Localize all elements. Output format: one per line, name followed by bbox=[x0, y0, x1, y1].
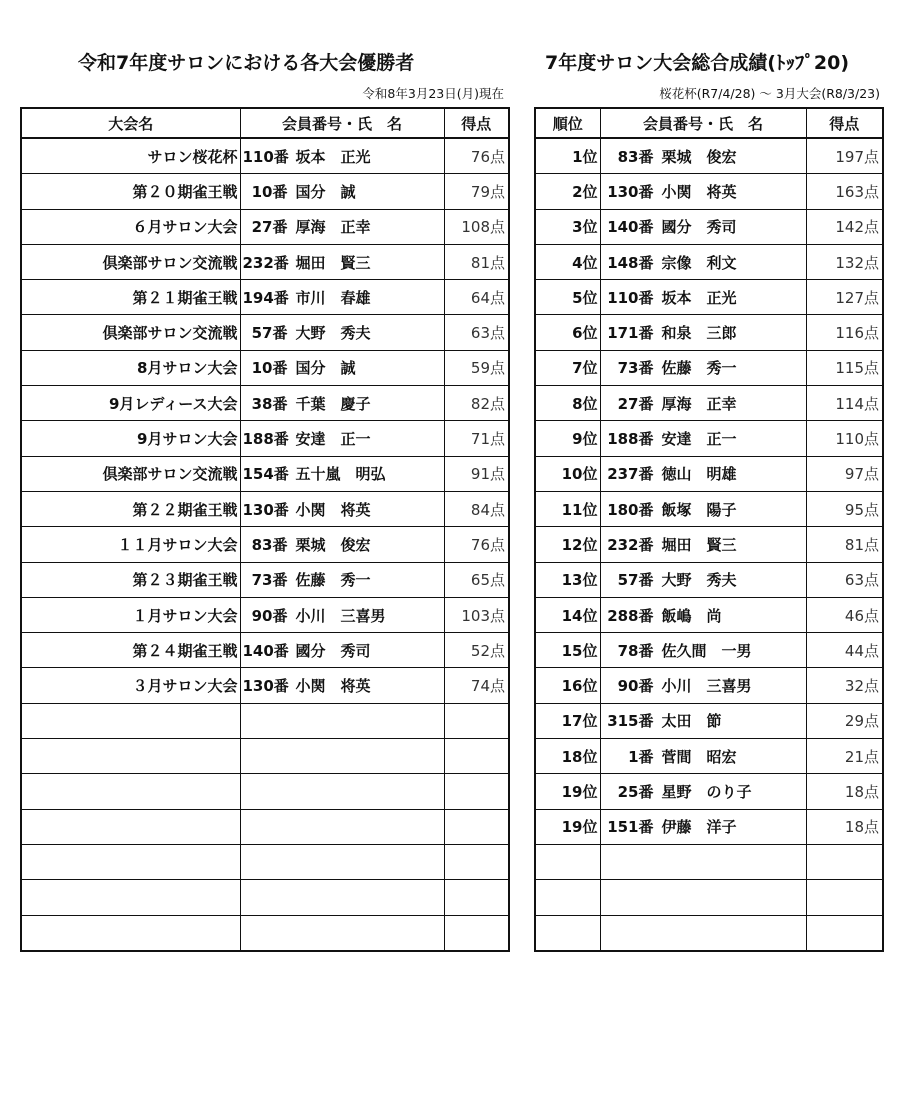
member-cell bbox=[240, 421, 444, 456]
points-value: 65点 bbox=[444, 562, 509, 597]
member-name: 小関 将英 bbox=[295, 677, 371, 696]
member-name: 五十嵐 明弘 bbox=[295, 465, 386, 484]
rankings-row bbox=[535, 421, 883, 456]
member-number: 90番 bbox=[617, 677, 654, 696]
winners-row bbox=[21, 562, 509, 597]
rankings-row bbox=[535, 597, 883, 632]
member-number: 83番 bbox=[617, 147, 654, 166]
member-cell bbox=[600, 668, 806, 703]
points-value: 142点 bbox=[806, 209, 883, 244]
member-name: 市川 春雄 bbox=[295, 288, 371, 307]
points-value: 32点 bbox=[806, 668, 883, 703]
points-value: 95点 bbox=[806, 491, 883, 526]
points-value: 197点 bbox=[806, 138, 883, 174]
member-cell bbox=[600, 774, 806, 809]
member-cell bbox=[600, 562, 806, 597]
member-number: 83番 bbox=[251, 535, 288, 554]
member-name: 佐久間 一男 bbox=[661, 641, 752, 660]
rankings-period-note: 桜花杯(R7/4/28) ～ 3月大会(R8/3/23) bbox=[659, 86, 880, 101]
rank-value: 11位 bbox=[535, 491, 600, 526]
member-cell bbox=[240, 774, 444, 809]
member-cell bbox=[600, 386, 806, 421]
member-number: 130番 bbox=[242, 500, 289, 519]
header-points: 得点 bbox=[444, 108, 509, 138]
winners-table bbox=[20, 107, 510, 952]
points-value: 71点 bbox=[444, 421, 509, 456]
winners-row bbox=[21, 844, 509, 879]
member-number: 315番 bbox=[607, 712, 654, 731]
member-cell bbox=[600, 633, 806, 668]
member-number: 110番 bbox=[607, 288, 654, 307]
rankings-row bbox=[535, 703, 883, 738]
rankings-row bbox=[535, 350, 883, 385]
rank-value: 2位 bbox=[535, 174, 600, 209]
rank-value: 1位 bbox=[535, 138, 600, 174]
winners-row bbox=[21, 633, 509, 668]
member-cell bbox=[240, 174, 444, 209]
member-cell bbox=[240, 527, 444, 562]
member-name: 大野 秀夫 bbox=[661, 571, 737, 590]
winners-row bbox=[21, 703, 509, 738]
points-value bbox=[444, 809, 509, 844]
winners-row bbox=[21, 138, 509, 174]
member-cell bbox=[600, 527, 806, 562]
member-name: 太田 節 bbox=[661, 712, 722, 731]
member-cell bbox=[240, 209, 444, 244]
event-name: 第２３期雀王戦 bbox=[21, 562, 240, 597]
member-name: 安達 正一 bbox=[661, 430, 737, 449]
rank-value: 19位 bbox=[535, 809, 600, 844]
member-cell bbox=[600, 315, 806, 350]
winners-header-row bbox=[21, 108, 509, 138]
event-name: 第２２期雀王戦 bbox=[21, 491, 240, 526]
rankings-row bbox=[535, 174, 883, 209]
event-name bbox=[21, 774, 240, 809]
points-value: 82点 bbox=[444, 386, 509, 421]
points-value bbox=[444, 880, 509, 915]
member-cell bbox=[240, 915, 444, 951]
winners-date-note: 令和8年3月23日(月)現在 bbox=[362, 86, 504, 101]
points-value: 163点 bbox=[806, 174, 883, 209]
member-number: 78番 bbox=[617, 641, 654, 660]
winners-row bbox=[21, 456, 509, 491]
points-value: 97点 bbox=[806, 456, 883, 491]
member-name: 坂本 正光 bbox=[661, 288, 737, 307]
winners-row bbox=[21, 668, 509, 703]
member-number: 10番 bbox=[251, 182, 288, 201]
rank-value: 16位 bbox=[535, 668, 600, 703]
winners-row bbox=[21, 915, 509, 951]
event-name: 8月サロン大会 bbox=[21, 350, 240, 385]
member-number: 25番 bbox=[617, 782, 654, 801]
event-name: 倶楽部サロン交流戦 bbox=[21, 244, 240, 279]
points-value: 21点 bbox=[806, 739, 883, 774]
points-value bbox=[806, 915, 883, 951]
member-number: 57番 bbox=[251, 324, 288, 343]
rankings-row bbox=[535, 880, 883, 915]
member-cell bbox=[240, 844, 444, 879]
rankings-row bbox=[535, 809, 883, 844]
member-cell bbox=[240, 809, 444, 844]
member-number: 1番 bbox=[628, 747, 654, 766]
member-number: 188番 bbox=[242, 430, 289, 449]
points-value: 127点 bbox=[806, 280, 883, 315]
header-member: 会員番号・氏 名 bbox=[600, 108, 806, 138]
member-name: 大野 秀夫 bbox=[295, 324, 371, 343]
member-cell bbox=[600, 880, 806, 915]
member-number: 151番 bbox=[607, 818, 654, 837]
rankings-row bbox=[535, 386, 883, 421]
winners-row bbox=[21, 244, 509, 279]
points-value: 74点 bbox=[444, 668, 509, 703]
member-name: 小川 三喜男 bbox=[295, 606, 386, 625]
event-name: 9月サロン大会 bbox=[21, 421, 240, 456]
points-value: 64点 bbox=[444, 280, 509, 315]
event-name bbox=[21, 809, 240, 844]
member-cell bbox=[240, 597, 444, 632]
winners-row bbox=[21, 774, 509, 809]
rank-value: 3位 bbox=[535, 209, 600, 244]
points-value bbox=[444, 703, 509, 738]
header-points: 得点 bbox=[806, 108, 883, 138]
member-number: 171番 bbox=[607, 324, 654, 343]
rankings-row bbox=[535, 244, 883, 279]
points-value: 79点 bbox=[444, 174, 509, 209]
member-name: 国分 誠 bbox=[295, 359, 356, 378]
header-rank: 順位 bbox=[535, 108, 600, 138]
member-cell bbox=[600, 915, 806, 951]
points-value: 81点 bbox=[444, 244, 509, 279]
rankings-row bbox=[535, 562, 883, 597]
rankings-row bbox=[535, 633, 883, 668]
member-cell bbox=[240, 739, 444, 774]
event-name: 第２４期雀王戦 bbox=[21, 633, 240, 668]
member-number: 130番 bbox=[607, 182, 654, 201]
rank-value: 19位 bbox=[535, 774, 600, 809]
member-cell bbox=[240, 456, 444, 491]
points-value: 76点 bbox=[444, 527, 509, 562]
header-member: 会員番号・氏 名 bbox=[240, 108, 444, 138]
member-name: 飯嶋 尚 bbox=[661, 606, 722, 625]
member-cell bbox=[600, 844, 806, 879]
member-cell bbox=[600, 174, 806, 209]
points-value: 115点 bbox=[806, 350, 883, 385]
event-name: 9月レディース大会 bbox=[21, 386, 240, 421]
member-cell bbox=[600, 703, 806, 738]
winners-row bbox=[21, 174, 509, 209]
event-name: サロン桜花杯 bbox=[21, 138, 240, 174]
member-name: 星野 のり子 bbox=[661, 782, 752, 801]
rankings-row bbox=[535, 844, 883, 879]
rankings-row bbox=[535, 668, 883, 703]
member-cell bbox=[600, 739, 806, 774]
member-name: 和泉 三郎 bbox=[661, 324, 737, 343]
member-number: 140番 bbox=[242, 641, 289, 660]
member-cell bbox=[600, 456, 806, 491]
winners-row bbox=[21, 280, 509, 315]
rank-value: 14位 bbox=[535, 597, 600, 632]
event-name bbox=[21, 844, 240, 879]
rankings-row bbox=[535, 456, 883, 491]
points-value bbox=[444, 844, 509, 879]
points-value bbox=[444, 739, 509, 774]
rankings-row bbox=[535, 739, 883, 774]
member-number: 180番 bbox=[607, 500, 654, 519]
points-value: 108点 bbox=[444, 209, 509, 244]
points-value: 116点 bbox=[806, 315, 883, 350]
rank-value bbox=[535, 880, 600, 915]
member-name: 安達 正一 bbox=[295, 430, 371, 449]
rank-value: 4位 bbox=[535, 244, 600, 279]
rankings-row bbox=[535, 315, 883, 350]
member-cell bbox=[600, 138, 806, 174]
member-number: 194番 bbox=[242, 288, 289, 307]
points-value bbox=[806, 844, 883, 879]
rankings-header-row bbox=[535, 108, 883, 138]
rank-value: 5位 bbox=[535, 280, 600, 315]
member-name: 飯塚 陽子 bbox=[661, 500, 737, 519]
rank-value: 13位 bbox=[535, 562, 600, 597]
member-cell bbox=[600, 350, 806, 385]
rank-value: 7位 bbox=[535, 350, 600, 385]
rankings-row bbox=[535, 527, 883, 562]
event-name bbox=[21, 703, 240, 738]
rank-value: 9位 bbox=[535, 421, 600, 456]
member-name: 小川 三喜男 bbox=[661, 677, 752, 696]
event-name: 第２０期雀王戦 bbox=[21, 174, 240, 209]
winners-row bbox=[21, 597, 509, 632]
member-name: 堀田 賢三 bbox=[661, 535, 737, 554]
member-name: 堀田 賢三 bbox=[295, 253, 371, 272]
member-number: 110番 bbox=[242, 147, 289, 166]
event-name: １１月サロン大会 bbox=[21, 527, 240, 562]
points-value: 52点 bbox=[444, 633, 509, 668]
member-number: 148番 bbox=[607, 253, 654, 272]
points-value: 18点 bbox=[806, 809, 883, 844]
event-name bbox=[21, 880, 240, 915]
member-name: 伊藤 洋子 bbox=[661, 818, 737, 837]
member-number: 57番 bbox=[617, 571, 654, 590]
member-number: 73番 bbox=[251, 571, 288, 590]
member-cell bbox=[600, 597, 806, 632]
member-number: 130番 bbox=[242, 677, 289, 696]
event-name: 倶楽部サロン交流戦 bbox=[21, 456, 240, 491]
member-cell bbox=[240, 880, 444, 915]
winners-row bbox=[21, 421, 509, 456]
rank-value bbox=[535, 844, 600, 879]
event-name: １月サロン大会 bbox=[21, 597, 240, 632]
member-name: 國分 秀司 bbox=[661, 218, 737, 237]
member-cell bbox=[240, 280, 444, 315]
winners-row bbox=[21, 809, 509, 844]
rank-value: 18位 bbox=[535, 739, 600, 774]
points-value: 103点 bbox=[444, 597, 509, 632]
winners-row bbox=[21, 386, 509, 421]
member-cell bbox=[240, 703, 444, 738]
member-name: 佐藤 秀一 bbox=[295, 571, 371, 590]
member-name: 坂本 正光 bbox=[295, 147, 371, 166]
member-cell bbox=[240, 491, 444, 526]
member-cell bbox=[240, 138, 444, 174]
rankings-row bbox=[535, 209, 883, 244]
points-value: 44点 bbox=[806, 633, 883, 668]
member-name: 千葉 慶子 bbox=[295, 394, 371, 413]
points-value: 63点 bbox=[806, 562, 883, 597]
rankings-row bbox=[535, 491, 883, 526]
member-number: 154番 bbox=[242, 465, 289, 484]
header-event: 大会名 bbox=[21, 108, 240, 138]
points-value: 59点 bbox=[444, 350, 509, 385]
winners-row bbox=[21, 315, 509, 350]
member-name: 徳山 明雄 bbox=[661, 465, 737, 484]
points-value: 46点 bbox=[806, 597, 883, 632]
member-number: 27番 bbox=[617, 394, 654, 413]
rankings-row bbox=[535, 774, 883, 809]
member-cell bbox=[600, 809, 806, 844]
points-value: 18点 bbox=[806, 774, 883, 809]
member-cell bbox=[240, 386, 444, 421]
points-value bbox=[444, 774, 509, 809]
member-cell bbox=[600, 280, 806, 315]
member-cell bbox=[240, 562, 444, 597]
points-value: 84点 bbox=[444, 491, 509, 526]
points-value: 63点 bbox=[444, 315, 509, 350]
rank-value: 10位 bbox=[535, 456, 600, 491]
member-name: 國分 秀司 bbox=[295, 641, 371, 660]
member-name: 小関 将英 bbox=[661, 182, 737, 201]
member-number: 38番 bbox=[251, 394, 288, 413]
member-name: 宗像 利文 bbox=[661, 253, 737, 272]
member-cell bbox=[600, 209, 806, 244]
member-name: 栗城 俊宏 bbox=[661, 147, 737, 166]
rank-value: 17位 bbox=[535, 703, 600, 738]
winners-row bbox=[21, 527, 509, 562]
points-value: 110点 bbox=[806, 421, 883, 456]
member-number: 90番 bbox=[251, 606, 288, 625]
member-cell bbox=[240, 244, 444, 279]
member-cell bbox=[600, 244, 806, 279]
member-cell bbox=[600, 491, 806, 526]
member-name: 菅間 昭宏 bbox=[661, 747, 737, 766]
rankings-row bbox=[535, 915, 883, 951]
points-value bbox=[444, 915, 509, 951]
member-number: 188番 bbox=[607, 430, 654, 449]
rankings-row bbox=[535, 138, 883, 174]
points-value: 81点 bbox=[806, 527, 883, 562]
member-cell bbox=[240, 350, 444, 385]
event-name: 倶楽部サロン交流戦 bbox=[21, 315, 240, 350]
winners-row bbox=[21, 739, 509, 774]
member-number: 232番 bbox=[242, 253, 289, 272]
winners-row bbox=[21, 491, 509, 526]
event-name bbox=[21, 739, 240, 774]
rank-value: 8位 bbox=[535, 386, 600, 421]
points-value: 114点 bbox=[806, 386, 883, 421]
member-cell bbox=[240, 668, 444, 703]
points-value: 29点 bbox=[806, 703, 883, 738]
member-number: 232番 bbox=[607, 535, 654, 554]
member-number: 27番 bbox=[251, 218, 288, 237]
member-number: 73番 bbox=[617, 359, 654, 378]
member-name: 佐藤 秀一 bbox=[661, 359, 737, 378]
points-value: 91点 bbox=[444, 456, 509, 491]
winners-row bbox=[21, 880, 509, 915]
member-cell bbox=[240, 315, 444, 350]
member-cell bbox=[600, 421, 806, 456]
member-number: 140番 bbox=[607, 218, 654, 237]
rankings-row bbox=[535, 280, 883, 315]
member-name: 厚海 正幸 bbox=[295, 218, 371, 237]
winners-row bbox=[21, 350, 509, 385]
winners-row bbox=[21, 209, 509, 244]
member-name: 国分 誠 bbox=[295, 182, 356, 201]
event-name: ３月サロン大会 bbox=[21, 668, 240, 703]
rankings-title: 7年度サロン大会総合成績(ﾄｯﾌﾟ20) bbox=[545, 52, 850, 74]
rank-value: 12位 bbox=[535, 527, 600, 562]
member-cell bbox=[240, 633, 444, 668]
member-number: 237番 bbox=[607, 465, 654, 484]
winners-title: 令和7年度サロンにおける各大会優勝者 bbox=[78, 52, 415, 74]
rank-value: 6位 bbox=[535, 315, 600, 350]
event-name bbox=[21, 915, 240, 951]
rank-value: 15位 bbox=[535, 633, 600, 668]
points-value: 76点 bbox=[444, 138, 509, 174]
member-name: 小関 将英 bbox=[295, 500, 371, 519]
member-name: 栗城 俊宏 bbox=[295, 535, 371, 554]
rankings-table bbox=[534, 107, 884, 952]
event-name: ６月サロン大会 bbox=[21, 209, 240, 244]
points-value bbox=[806, 880, 883, 915]
event-name: 第２１期雀王戦 bbox=[21, 280, 240, 315]
member-number: 10番 bbox=[251, 359, 288, 378]
member-number: 288番 bbox=[607, 606, 654, 625]
rank-value bbox=[535, 915, 600, 951]
points-value: 132点 bbox=[806, 244, 883, 279]
member-name: 厚海 正幸 bbox=[661, 394, 737, 413]
